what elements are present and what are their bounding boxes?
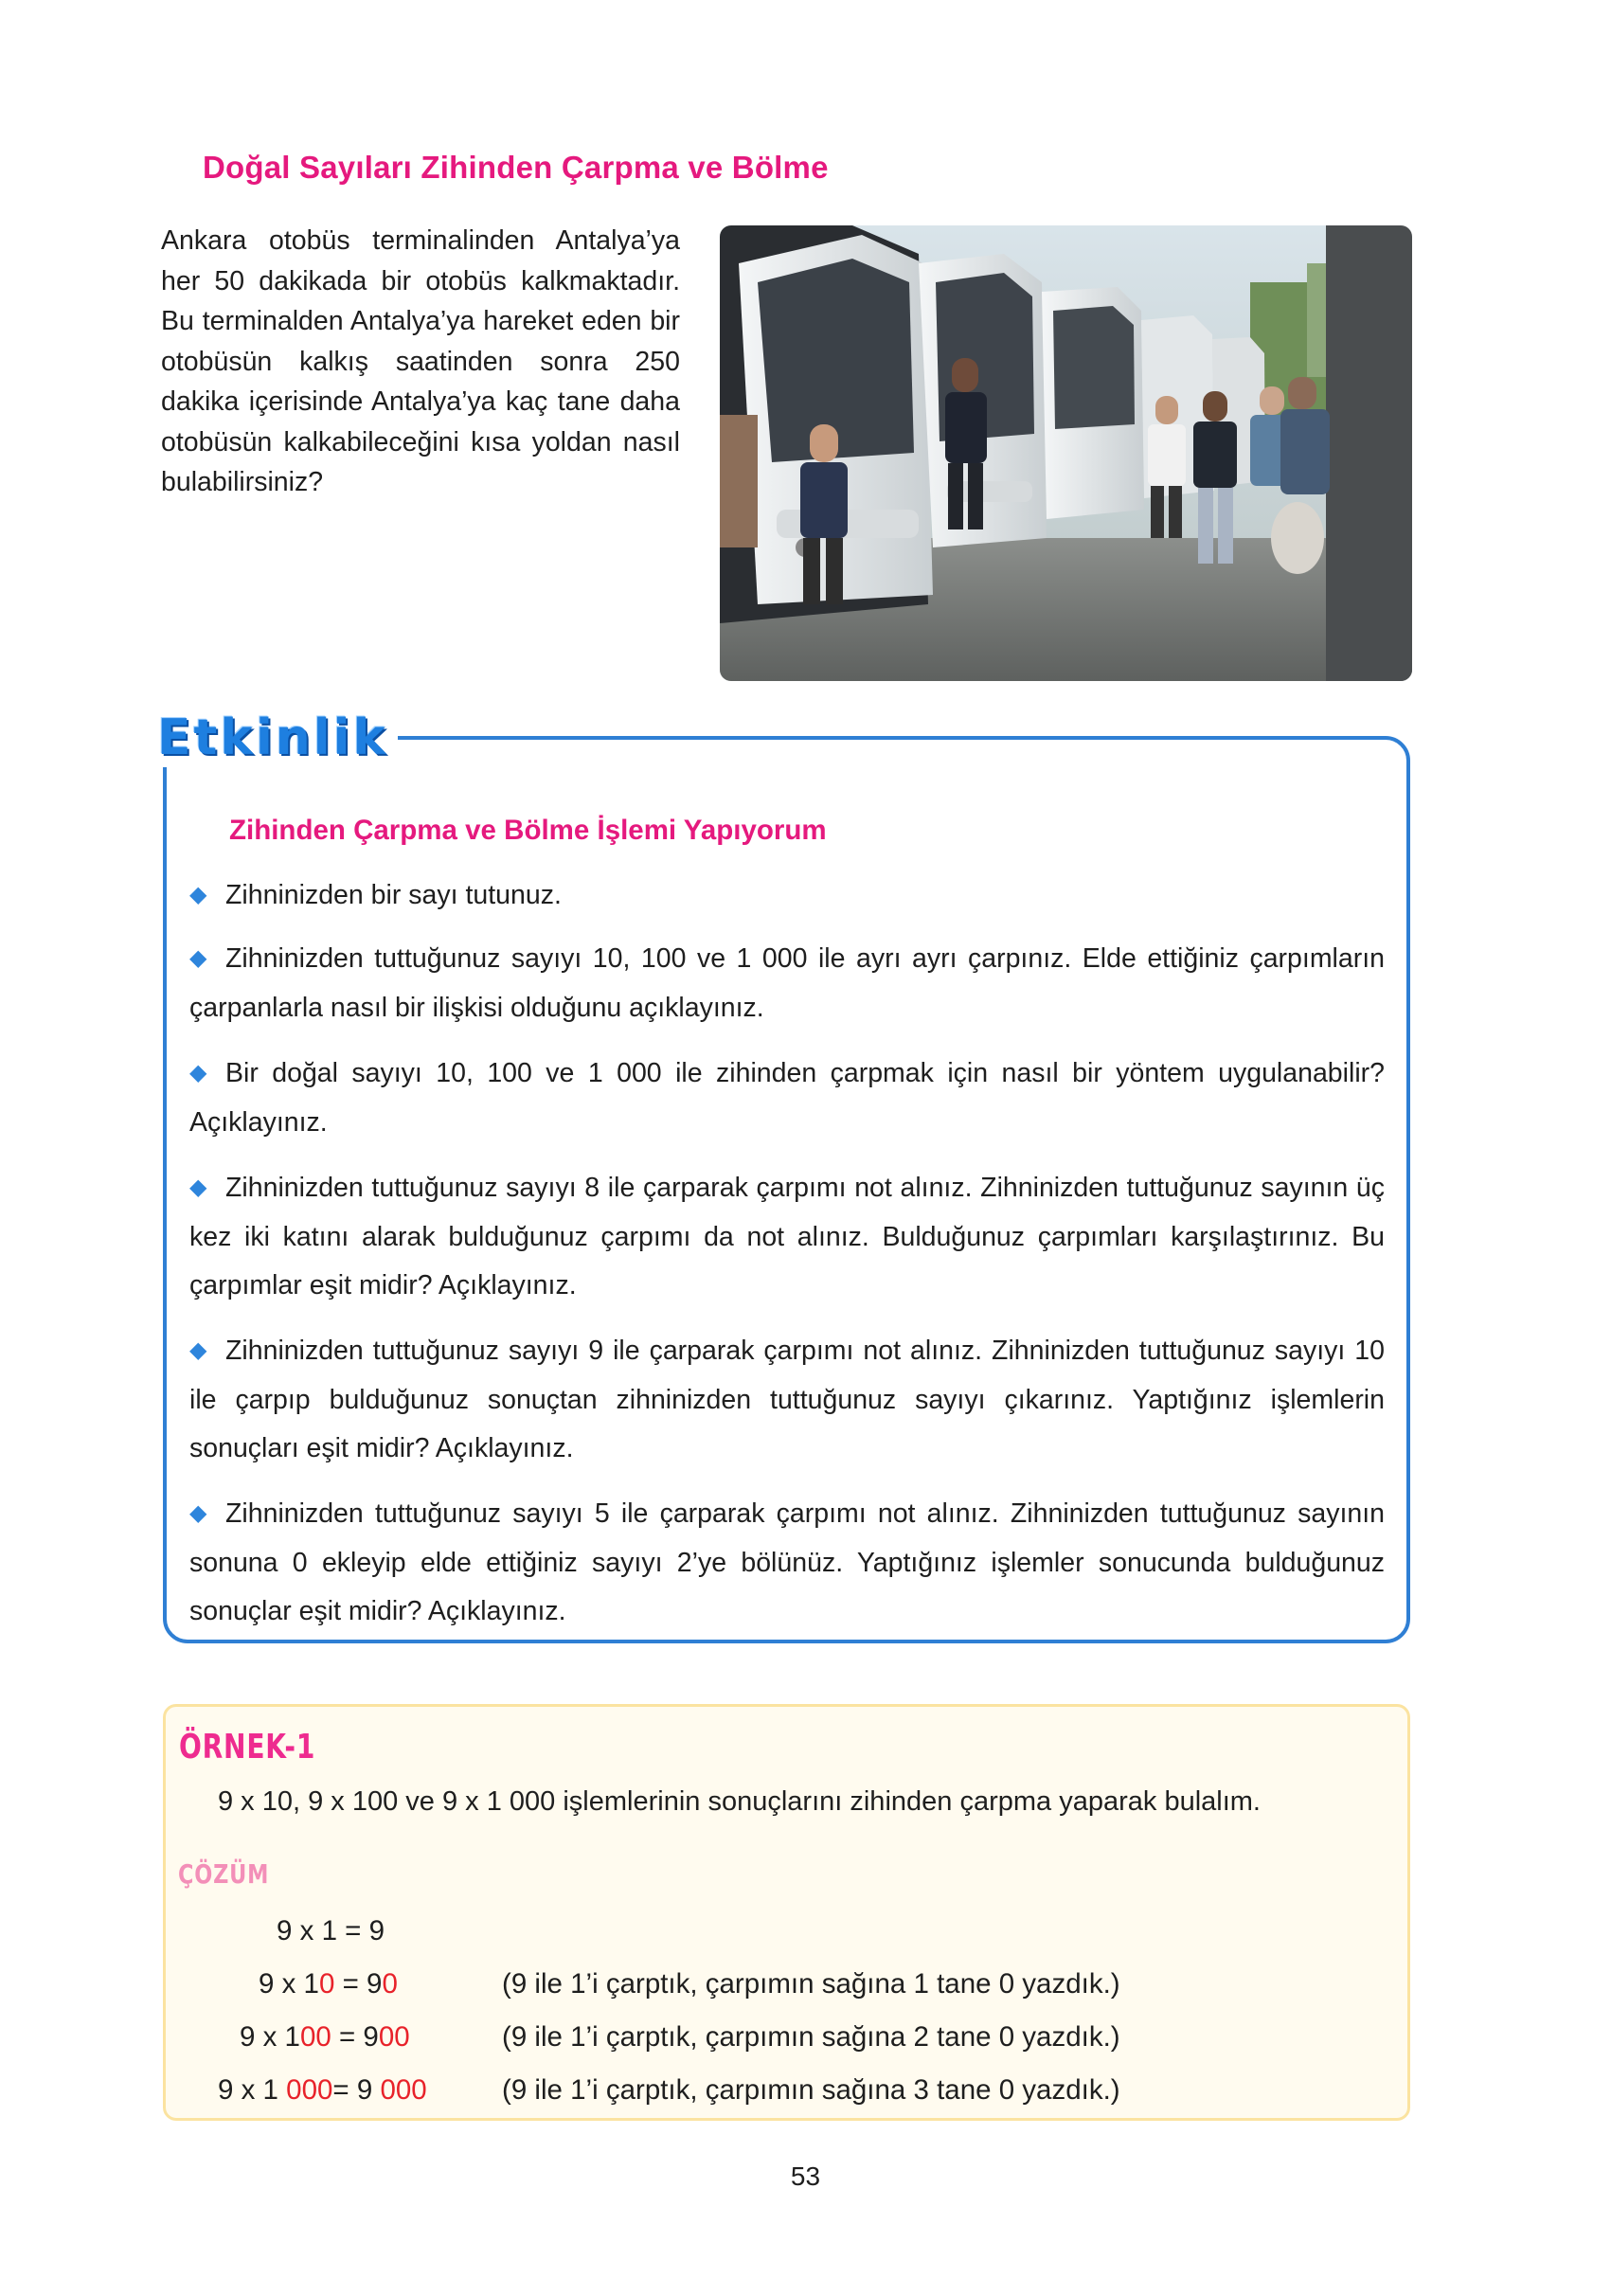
list-item-text: Zihninizden tuttuğunuz sayıyı 9 ile çarparak çarpımı not alınız. Zihninizden tuttuğunuz sayıyı 10 ile çarpıp bulduğunuz sonuçtan zihninizden tuttuğunuz sayıyı çıkarınız. Yaptığınız işlemlerin sonuçları eşit midir? Açıklayınız. — [189, 1336, 1385, 1463]
page-number: 53 — [790, 2161, 821, 2191]
list-item — [189, 1049, 1385, 1147]
equation: 9 x 1 = 9 — [277, 1915, 385, 1946]
list-item-text: Zihninizden tuttuğunuz sayıyı 10, 100 ve 1 000 ile ayrı ayrı çarpınız. Elde ettiğiniz çarpımların çarpanlarla nasıl bir ilişkisi olduğunu açıklayınız. — [189, 943, 1385, 1023]
list-item-text: Zihninizden bir sayı tutunuz. — [225, 880, 562, 910]
list-item — [189, 1327, 1385, 1473]
example-question: 9 x 10, 9 x 100 ve 9 x 1 000 işlemlerinin sonuçlarını zihinden çarpma yaparak bulalım. — [218, 1786, 1261, 1817]
calc-row-4 — [0, 2074, 1421, 2171]
activity-title: Zihinden Çarpma ve Bölme İşlemi Yapıyorum — [229, 815, 827, 846]
equation: 9 x 1 000= 9 000 — [218, 2074, 427, 2106]
section-title: Doğal Sayıları Zihinden Çarpma ve Bölme — [203, 150, 829, 185]
diamond-bullet-icon: ◆ — [189, 1175, 207, 1200]
list-item-text: Zihninizden tuttuğunuz sayıyı 8 ile çarparak çarpımı not alınız. Zihninizden tuttuğunuz sayının üç kez iki katını alarak bulduğunuz çarpımı da not alınız. Bulduğunuz çarpımları karşılaştırınız. Bu çarpımlar eşit midir? Açıklayınız. — [189, 1173, 1385, 1300]
list-item — [189, 1490, 1385, 1636]
list-item — [189, 1164, 1385, 1310]
activity-logo: Etkinlik — [157, 709, 398, 767]
calc-note: (9 ile 1’i çarptık, çarpımın sağına 2 tane 0 yazdık.) — [502, 2021, 1120, 2053]
list-item — [189, 871, 1385, 921]
activity-list — [189, 871, 1385, 1653]
example-label: ÖRNEK-1 — [179, 1728, 316, 1767]
diamond-bullet-icon: ◆ — [189, 1060, 207, 1085]
list-item-text: Zihninizden tuttuğunuz sayıyı 5 ile çarparak çarpımı not alınız. Zihninizden tuttuğunuz sayının sonuna 0 ekleyip elde ettiğiniz sayıyı 2’ye bölünüz. Yaptığınız işlemler sonucunda bulduğunuz sonuçlar eşit midir? Açıklayınız. — [189, 1498, 1385, 1626]
equation: 9 x 10 = 90 — [259, 1968, 398, 2000]
diamond-bullet-icon: ◆ — [189, 1337, 207, 1363]
calc-note: (9 ile 1’i çarptık, çarpımın sağına 3 tane 0 yazdık.) — [502, 2074, 1120, 2106]
equation: 9 x 100 = 900 — [240, 2021, 410, 2053]
bus-terminal-photo — [720, 225, 1412, 681]
intro-paragraph: Ankara otobüs terminalinden Antalya’ya her 50 dakikada bir otobüs kalkmaktadır. Bu terminalden Antalya’ya hareket eden bir otobüsün kalkış saatinden sonra 250 dakika içerisinde Antalya’ya kaç tane daha otobüsün kalkabileceğini kısa yoldan nasıl bulabilirsiniz? — [161, 225, 680, 497]
diamond-bullet-icon: ◆ — [189, 1500, 207, 1526]
diamond-bullet-icon: ◆ — [189, 882, 207, 907]
list-item-text: Bir doğal sayıyı 10, 100 ve 1 000 ile zihinden çarpmak için nasıl bir yöntem uygulanabilir? Açıklayınız. — [189, 1058, 1385, 1138]
solution-label: ÇÖZÜM — [178, 1858, 270, 1890]
diamond-bullet-icon: ◆ — [189, 945, 207, 971]
calc-note: (9 ile 1’i çarptık, çarpımın sağına 1 tane 0 yazdık.) — [502, 1968, 1120, 2000]
list-item — [189, 935, 1385, 1032]
